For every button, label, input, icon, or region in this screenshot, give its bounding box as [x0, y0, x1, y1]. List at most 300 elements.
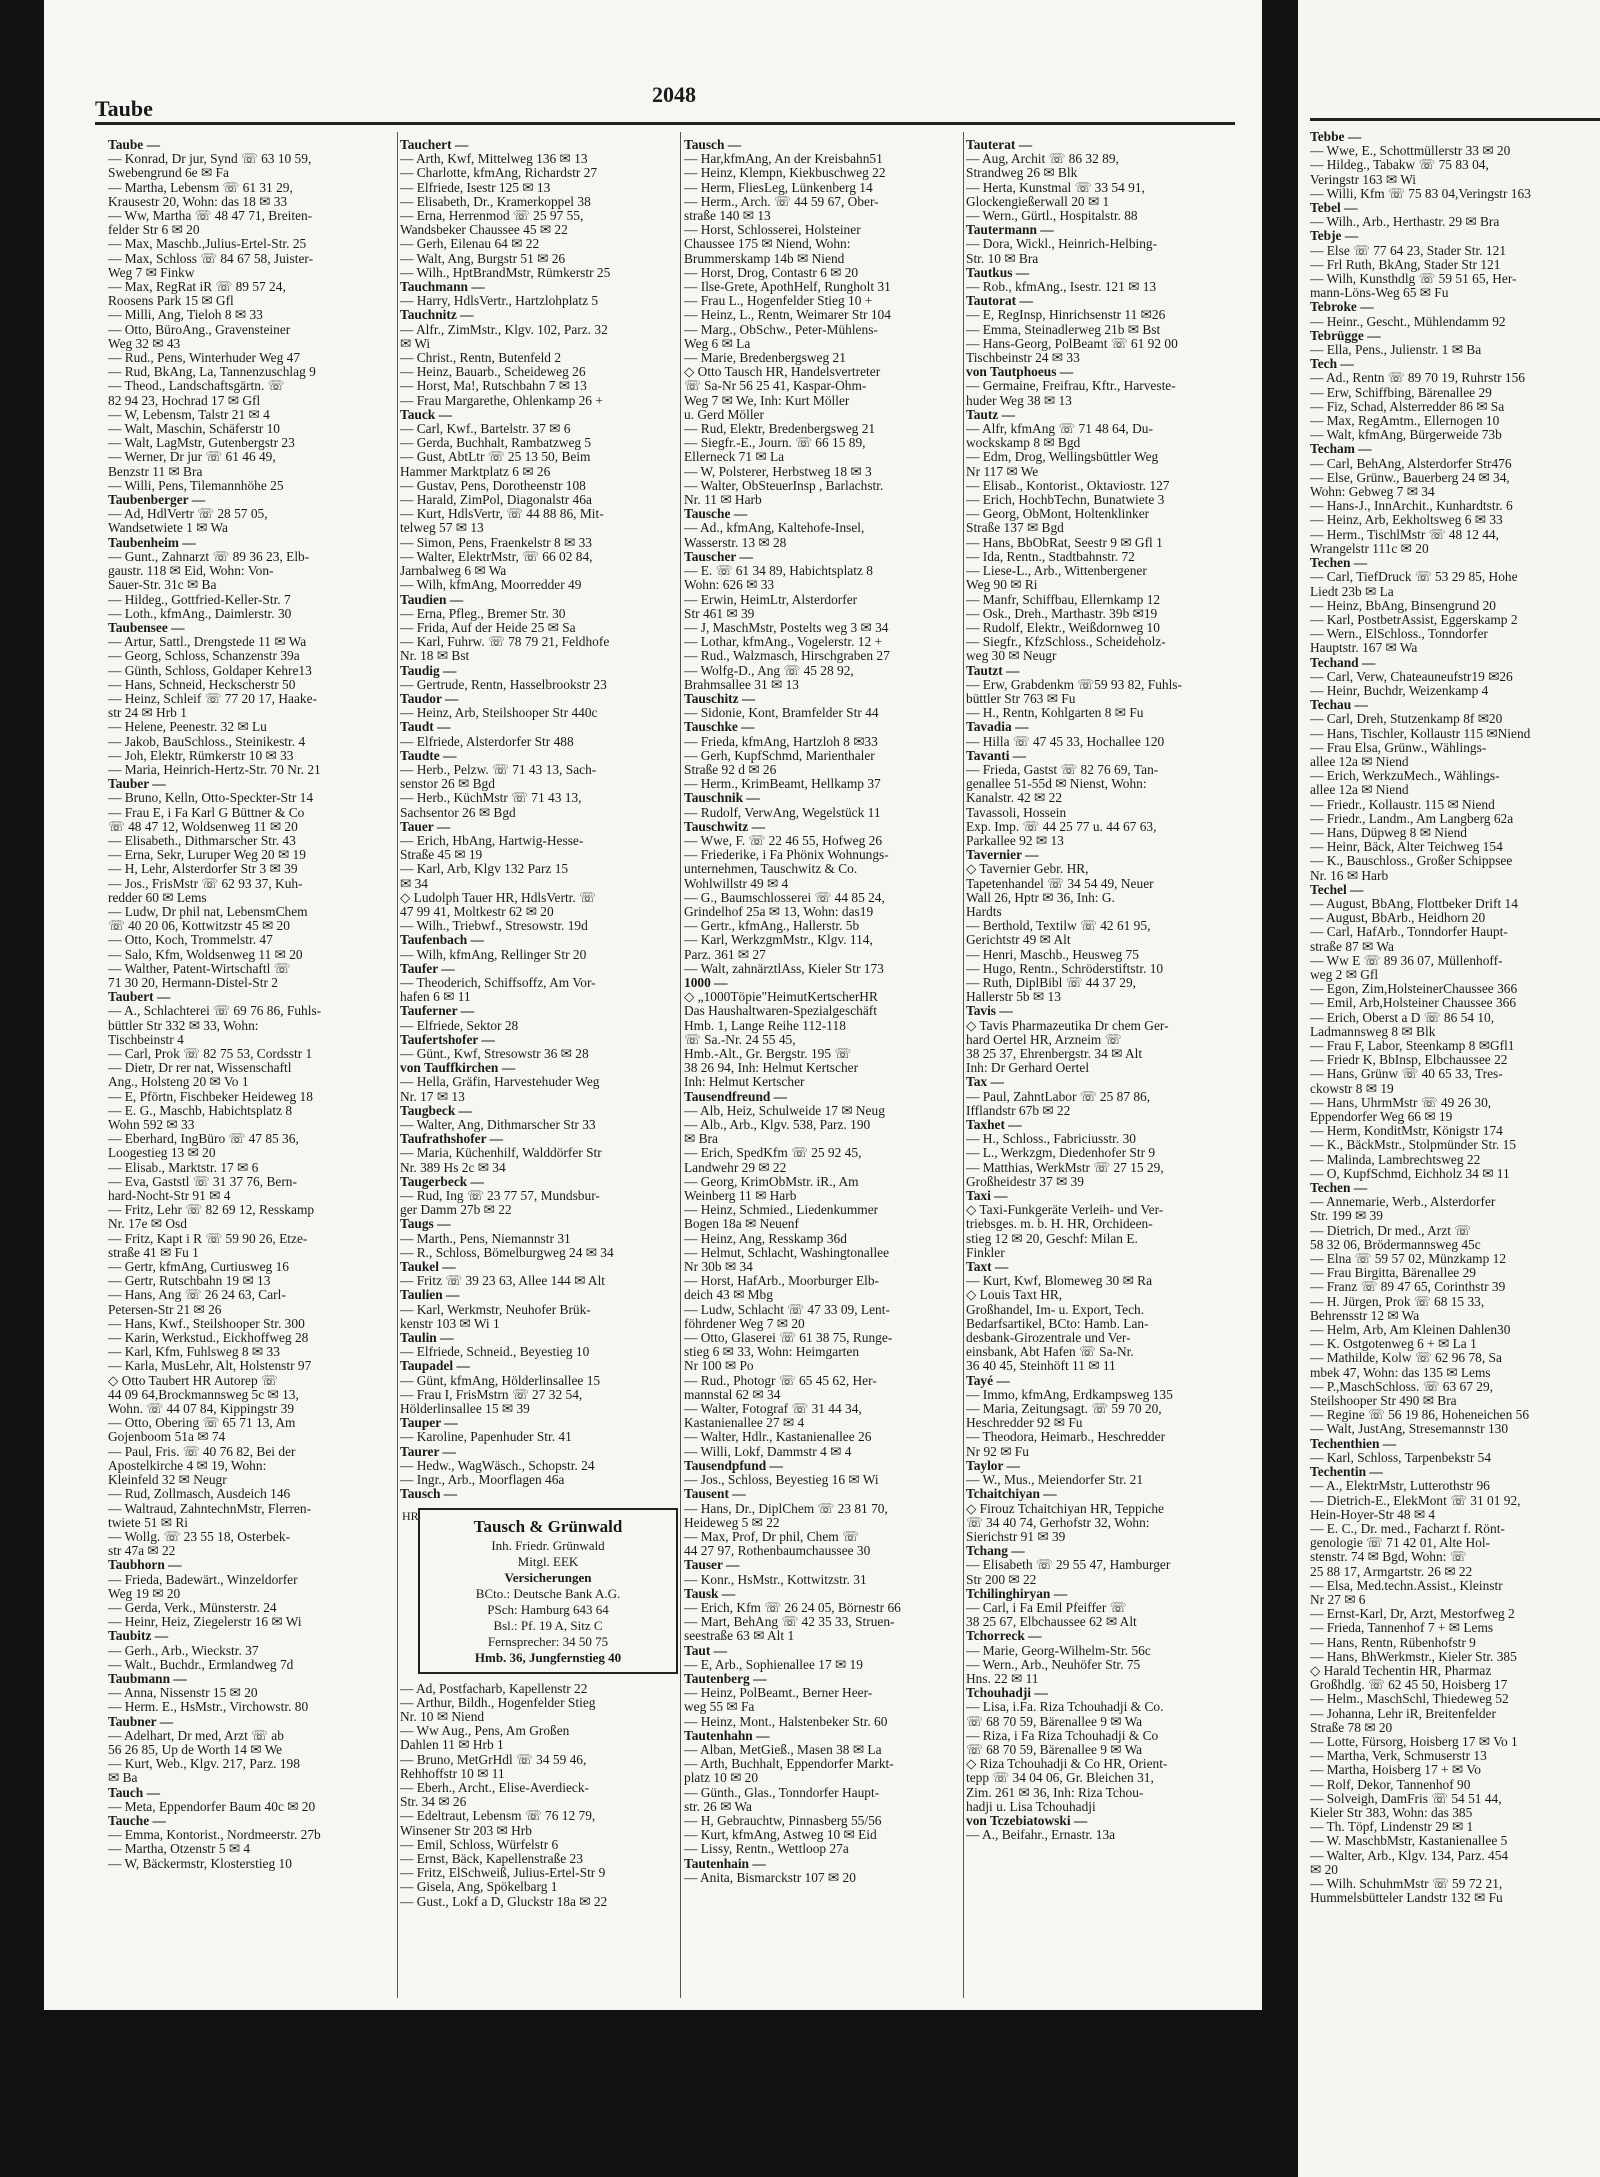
directory-entry: — Maria, Heinrich-Hertz-Str. 70 Nr. 21	[108, 762, 321, 777]
directory-entry: — R., Schloss, Bömelburgweg 24 ✉ 34	[400, 1245, 614, 1260]
directory-entry: — Walter, Hdlr., Kastanienallee 26	[684, 1430, 872, 1445]
directory-entry: — Meta, Eppendorfer Baum 40c ✉ 20	[108, 1799, 316, 1814]
directory-entry: Nr 27 ✉ 6	[1310, 1592, 1366, 1607]
directory-entry: — Dora, Wickl., Heinrich-Helbing-	[966, 237, 1158, 252]
directory-entry: — Kurt, Web., Klgv. 217, Parz. 198	[108, 1757, 300, 1772]
surname-heading: Tausch —	[684, 138, 742, 152]
directory-entry: — Dietr, Dr rer nat, Wissenschaftl	[108, 1061, 292, 1076]
header-rule	[95, 122, 1235, 125]
directory-entry: Straße 92 d ✉ 26	[684, 762, 777, 777]
directory-entry: — Siegfr., KfzSchloss., Scheideholz-	[966, 635, 1166, 650]
directory-entry: mann-Löns-Weg 65 ✉ Fu	[1310, 286, 1449, 301]
directory-entry: — Ad, HdlVertr ☏ 28 57 05,	[108, 507, 268, 522]
directory-entry: — Henri, Maschb., Heusweg 75	[966, 947, 1139, 962]
directory-entry: — Herm., KrimBeamt, Hellkamp 37	[684, 777, 881, 792]
directory-entry: Hardts	[966, 904, 1002, 919]
directory-entry: — Joh, Elektr, Rümkerstr 10 ✉ 33	[108, 748, 294, 763]
directory-entry: Chaussee 175 ✉ Niend, Wohn:	[684, 237, 851, 252]
surname-heading: Taufer —	[400, 961, 455, 976]
surname-heading: Taudig —	[400, 663, 457, 678]
directory-entry: — Herb., KüchMstr ☏ 71 43 13,	[400, 791, 582, 806]
surname-heading: Tavernier —	[966, 848, 1039, 863]
directory-entry: — Gertr, Rutschbahn 19 ✉ 13	[108, 1274, 271, 1289]
directory-entry: — Arthur, Bildh., Hogenfelder Stieg	[400, 1695, 596, 1710]
directory-entry: — Siegfr.-E., Journ. ☏ 66 15 89,	[684, 436, 866, 451]
directory-entry: ✉ 20	[1310, 1862, 1338, 1877]
directory-entry: — K., Bauschloss., Großer Schippsee	[1310, 854, 1513, 869]
directory-entry: — Georg, Schloss, Schanzenstr 39a	[108, 649, 300, 664]
surname-heading: Techen —	[1310, 1181, 1368, 1196]
directory-entry: — H., Rentn, Kohlgarten 8 ✉ Fu	[966, 706, 1144, 721]
directory-entry: Nr. 11 ✉ Harb	[684, 493, 762, 508]
directory-entry: — Gertr., kfmAng., Hallerstr. 5b	[684, 919, 860, 934]
directory-entry: ckowstr 8 ✉ 19	[1310, 1081, 1394, 1096]
directory-entry: — Ernst-Karl, Dr, Arzt, Mestorfweg 2	[1310, 1607, 1515, 1622]
directory-entry: Grindelhof 25a ✉ 13, Wohn: das19	[684, 904, 874, 919]
surname-heading: Tebel —	[1310, 201, 1358, 216]
directory-entry: str 24 ✉ Hrb 1	[108, 706, 187, 721]
ad-title: Tausch & Grünwald	[473, 1516, 623, 1536]
directory-entry: — Malinda, Lambrechtsweg 22	[1310, 1152, 1481, 1167]
surname-heading: Tchorreck —	[966, 1629, 1042, 1644]
directory-entry: — Frau F, Labor, Steenkamp 8 ✉Gfl1	[1310, 1039, 1515, 1053]
directory-column-2	[400, 138, 682, 1998]
directory-entry: — Gisela, Ang, Spökelbarg 1	[400, 1880, 558, 1895]
directory-entry: — Hildeg., Gottfried-Keller-Str. 7	[108, 592, 291, 607]
directory-entry: Eppendorfer Weg 66 ✉ 19	[1310, 1110, 1453, 1125]
directory-entry: Nr. 389 Hs 2c ✉ 34	[400, 1160, 506, 1175]
directory-entry: — Karoline, Papenhuder Str. 41	[400, 1430, 572, 1445]
directory-entry: Wohn: 626 ✉ 33	[684, 578, 775, 593]
directory-entry: — Osk., Dreh., Marthastr. 39b ✉19	[966, 606, 1158, 621]
directory-entry: — H, Gebrauchtw, Pinnasberg 55/56	[684, 1813, 882, 1828]
directory-entry: 36 40 45, Steinhöft 11 ✉ 11	[966, 1359, 1116, 1374]
directory-entry: — Georg, ObMont, Holtenklinker	[966, 507, 1150, 522]
directory-entry: — Herm, FliesLeg, Lünkenberg 14	[684, 180, 873, 195]
surname-heading: Taxhet —	[966, 1118, 1022, 1133]
directory-entry: — Erwin, HeimLtr, Alsterdorfer	[684, 592, 858, 607]
directory-entry: — Charlotte, kfmAng, Richardstr 27	[400, 166, 598, 181]
ad-tag: HR	[402, 1508, 419, 1523]
directory-entry: — Berthold, Textilw ☏ 42 61 95,	[966, 919, 1151, 934]
directory-entry: — Ww, Martha ☏ 48 47 71, Breiten-	[108, 209, 313, 224]
directory-entry: — Konrad, Dr jur, Synd ☏ 63 10 59,	[108, 152, 312, 167]
directory-entry: — Willi, Lokf, Dammstr 4 ✉ 4	[684, 1444, 852, 1459]
directory-entry: — Lothar, kfmAng., Vogelerstr. 12 +	[684, 635, 883, 650]
directory-entry: — Frida, Auf der Heide 25 ✉ Sa	[400, 620, 576, 635]
surname-heading: Techentin —	[1310, 1465, 1383, 1480]
directory-entry: büttler Str 763 ✉ Fu	[966, 691, 1076, 706]
directory-entry: ◇ Riza Tchouhadji & Co HR, Orient-	[966, 1757, 1168, 1772]
directory-entry: telweg 57 ✉ 13	[400, 521, 484, 536]
directory-entry: — Frau Margarethe, Ohlenkamp 26 +	[400, 393, 603, 408]
surname-heading: von Tautphoeus —	[966, 365, 1074, 380]
directory-entry: — Lisa, i.Fa. Riza Tchouhadji & Co.	[966, 1700, 1164, 1715]
directory-entry: Dahlen 11 ✉ Hrb 1	[400, 1738, 504, 1753]
directory-entry: — Carl, Prok ☏ 82 75 53, Cordsstr 1	[108, 1047, 313, 1061]
directory-entry: — Max, RegAmtm., Ellernogen 10	[1310, 414, 1500, 429]
directory-entry: — Max, RegRat iR ☏ 89 57 24,	[108, 280, 286, 295]
directory-entry: Bedarfsartikel, BCto: Hamb. Lan-	[966, 1316, 1149, 1331]
directory-entry: — Karla, MusLehr, Alt, Holstenstr 97	[108, 1359, 312, 1374]
directory-entry: Str. 34 ✉ 26	[400, 1795, 467, 1810]
directory-entry: — Walt, Ang, Burgstr 51 ✉ 26	[400, 251, 566, 266]
page-number: 2048	[652, 82, 696, 107]
surname-heading: von Tauffkirchen —	[400, 1061, 516, 1076]
directory-entry: — Elsa, Med.techn.Assist., Kleinstr	[1310, 1578, 1503, 1593]
directory-entry: — Ludw, Schlacht ☏ 47 33 09, Lent-	[684, 1302, 890, 1317]
directory-entry: — Gerda, Buchhalt, Rambatzweg 5	[400, 436, 592, 451]
directory-entry: — Anna, Nissenstr 15 ✉ 20	[108, 1686, 258, 1701]
directory-entry: — Bruno, Kelln, Otto-Speckter-Str 14	[108, 791, 314, 806]
directory-entry: straße 41 ✉ Fu 1	[108, 1245, 199, 1260]
directory-entry: 71 30 20, Hermann-Distel-Str 2	[108, 975, 278, 990]
directory-entry: — Hans-Georg, PolBeamt ☏ 61 92 00	[966, 336, 1178, 351]
directory-entry: 38 25 37, Ehrenbergstr. 34 ✉ Alt	[966, 1047, 1143, 1061]
ad-line: BCto.: Deutsche Bank A.G.	[475, 1585, 621, 1601]
directory-entry: Nr 117 ✉ We	[966, 464, 1039, 479]
directory-entry: — Herm., Arch. ☏ 44 59 67, Ober-	[684, 194, 879, 209]
directory-entry: ◇ Otto Taubert HR Autorep ☏	[108, 1373, 278, 1388]
directory-entry: — Heinz, BbAng, Binsengrund 20	[1310, 598, 1496, 613]
directory-entry: — Heinz, Mont., Halstenbeker Str. 60	[684, 1714, 888, 1729]
surname-heading: Taukel —	[400, 1260, 456, 1275]
directory-entry: — Max, Schloss ☏ 84 67 58, Juister-	[108, 251, 314, 266]
directory-entry: Liedt 23b ✉ La	[1310, 584, 1394, 599]
directory-entry: — Max, Prof, Dr phil, Chem ☏	[684, 1529, 859, 1544]
directory-entry: — Karin, Werkstud., Eickhoffweg 28	[108, 1331, 309, 1346]
directory-entry: — Jos., Schloss, Beyestieg 16 ✉ Wi	[684, 1473, 879, 1488]
directory-entry: — Fritz, Kapt i R ☏ 59 90 26, Etze-	[108, 1231, 308, 1246]
directory-entry: hadji u. Lisa Tchouhadji	[966, 1799, 1096, 1814]
directory-entry: Bogen 18a ✉ Neuenf	[684, 1217, 799, 1232]
directory-entry: — Edm, Drog, Wellingsbüttler Weg	[966, 450, 1159, 465]
running-head-word: Taube	[95, 96, 153, 121]
directory-entry: weg 55 ✉ Fa	[684, 1700, 755, 1715]
directory-entry: — Hildeg., Tabakw ☏ 75 83 04,	[1310, 158, 1489, 173]
directory-entry: ☏ 40 20 06, Kottwitzstr 45 ✉ 20	[108, 919, 290, 934]
directory-entry: Petersen-Str 21 ✉ 26	[108, 1302, 222, 1317]
directory-entry: — W., Mus., Meiendorfer Str. 21	[966, 1473, 1144, 1488]
directory-entry: — Rud, Zollmasch, Ausdeich 146	[108, 1487, 291, 1502]
directory-entry: — G., Baumschlosserei ☏ 44 85 24,	[684, 890, 885, 905]
directory-entry: Glockengießerwall 20 ✉ 1	[966, 194, 1110, 209]
directory-entry: — Karl, PostbetrAssist, Eggerskamp 2	[1310, 612, 1518, 627]
directory-entry: — Erw, Schiffbing, Bärenallee 29	[1310, 385, 1492, 400]
directory-entry: stieg 6 ✉ 33, Wohn: Heimgarten	[684, 1345, 860, 1360]
directory-entry: Tavassoli, Hossein	[966, 805, 1067, 820]
directory-entry: — Walt, zahnärztlAss, Kieler Str 173	[684, 961, 884, 976]
surname-heading: Tauschwitz —	[684, 819, 765, 834]
directory-entry: — Walter, Fotograf ☏ 31 44 34,	[684, 1402, 862, 1417]
directory-entry: — Hans, Schneid, Heckscherstr 50	[108, 677, 296, 692]
directory-entry: — Eberh., Archt., Elise-Averdieck-	[400, 1780, 590, 1795]
directory-entry: — Erich, HochbTechn, Bunatwiete 3	[966, 493, 1165, 508]
directory-entry: — Heinz, Arb, Eekholtsweg 6 ✉ 33	[1310, 513, 1503, 528]
directory-entry: allee 12a ✉ Niend	[1310, 754, 1409, 769]
directory-entry: — Erich, WerkzuMech., Wählings-	[1310, 769, 1500, 784]
directory-entry: — Ida, Rentn., Stadtbahnstr. 72	[966, 549, 1135, 564]
directory-column-3	[684, 138, 966, 1998]
directory-entry: — Hedw., WagWäsch., Schopstr. 24	[400, 1458, 595, 1473]
surname-heading: Taulin —	[400, 1331, 454, 1346]
directory-entry: 25 88 17, Armgartstr. 26 ✉ 22	[1310, 1564, 1473, 1579]
directory-entry: — Maria, Küchenhilf, Walddörfer Str	[400, 1146, 602, 1161]
directory-entry: — Martha, Lebensm ☏ 61 31 29,	[108, 180, 293, 195]
directory-entry: — Christ., Rentn, Butenfeld 2	[400, 351, 562, 366]
directory-entry: — Friederike, i Fa Phönix Wohnungs-	[684, 848, 889, 863]
scan-border-left	[0, 0, 44, 2010]
directory-entry: — Franz ☏ 89 47 65, Corinthstr 39	[1310, 1280, 1506, 1295]
directory-entry: Kleinfeld 32 ✉ Neugr	[108, 1473, 227, 1488]
directory-entry: genallee 51-55d ✉ Nienst, Wohn:	[966, 777, 1147, 792]
directory-entry: — Karl, WerkzgmMstr., Klgv. 114,	[684, 933, 873, 948]
directory-entry: — Maria, Zeitungsagt. ☏ 59 70 20,	[966, 1402, 1162, 1417]
directory-entry: — Heinz, PolBeamt., Berner Heer-	[684, 1686, 873, 1701]
directory-entry: Straße 78 ✉ 20	[1310, 1720, 1393, 1735]
directory-entry: Wrangelstr 111c ✉ 20	[1310, 541, 1429, 556]
directory-entry: — Erna, Pfleg., Bremer Str. 30	[400, 606, 566, 621]
surname-heading: Tayé —	[966, 1373, 1010, 1388]
surname-heading: Taugerbeck —	[400, 1174, 484, 1189]
directory-entry: mbek 47, Wohn: das 135 ✉ Lems	[1310, 1365, 1491, 1380]
directory-entry: — Frieda, Gastst ☏ 82 76 69, Tan-	[966, 762, 1159, 777]
directory-entry: — Karl, Werkmstr, Neuhofer Brük-	[400, 1302, 591, 1317]
directory-entry: — Helm, Arb, Am Kleinen Dahlen30	[1310, 1323, 1511, 1338]
directory-entry: gaustr. 118 ✉ Eid, Wohn: Von-	[108, 564, 274, 579]
directory-entry: 44 09 64,Brockmannsweg 5c ✉ 13,	[108, 1387, 299, 1402]
directory-entry: — Rudolf, VerwAng, Wegelstück 11	[684, 805, 881, 820]
ad-line: Mitgl. EEK	[517, 1553, 579, 1569]
directory-entry: — Mart, BehAng ☏ 42 35 33, Struen-	[684, 1615, 895, 1630]
directory-entry: Str 461 ✉ 39	[684, 606, 755, 621]
directory-entry: — Otto, Obering ☏ 65 71 13, Am	[108, 1416, 296, 1431]
surname-heading: Taufrathshofer —	[400, 1132, 504, 1147]
directory-entry: — Horst, Drog, Contastr 6 ✉ 20	[684, 265, 859, 280]
directory-entry: — Walt., Buchdr., Ermlandweg 7d	[108, 1657, 294, 1672]
directory-entry: genologie ☏ 71 42 01, Alte Hol-	[1310, 1536, 1491, 1551]
directory-entry: — Heinz, Schleif ☏ 77 20 17, Haake-	[108, 691, 317, 706]
directory-entry: Kieler Str 383, Wohn: das 385	[1310, 1805, 1473, 1820]
directory-entry: — Hans, Grünw ☏ 40 65 33, Tres-	[1310, 1067, 1503, 1082]
directory-entry: — Annemarie, Werb., Alsterdorfer	[1310, 1195, 1496, 1210]
directory-entry: — W, Bäckermstr, Klosterstieg 10	[108, 1856, 292, 1871]
directory-entry: — Hilla ☏ 47 45 33, Hochallee 120	[966, 734, 1165, 749]
surname-heading: Taylor —	[966, 1458, 1020, 1473]
directory-entry: Hummelsbütteler Landstr 132 ✉ Fu	[1310, 1891, 1503, 1906]
directory-entry: — Heinz, Schmied., Liedenkummer	[684, 1203, 879, 1218]
directory-entry: — Gustav, Pens, Dorotheenstr 108	[400, 478, 586, 493]
directory-entry: Heideweg 5 ✉ 22	[684, 1515, 780, 1530]
surname-heading: Taufenbach —	[400, 933, 484, 948]
directory-entry: — Frau I, FrisMstrn ☏ 27 32 54,	[400, 1387, 583, 1402]
directory-entry: — E. G., Maschb, Habichtsplatz 8	[108, 1103, 293, 1118]
directory-entry: — Johanna, Lehr iR, Breitenfelder	[1310, 1706, 1496, 1721]
directory-entry: mannstal 62 ✉ 34	[684, 1387, 781, 1402]
surname-heading: Tauck —	[400, 407, 452, 422]
directory-entry: — Wilh., Triebwf., Stresowstr. 19d	[400, 919, 588, 934]
directory-entry: — K. Ostgotenweg 6 + ✉ La 1	[1310, 1337, 1477, 1352]
directory-entry: — J, MaschMstr, Postelts weg 3 ✉ 34	[684, 620, 889, 635]
directory-entry: — Elisabeth, Dr., Kramerkoppel 38	[400, 194, 591, 209]
directory-entry: Sauer-Str. 31c ✉ Ba	[108, 578, 217, 593]
directory-entry: huder Weg 38 ✉ 13	[966, 393, 1072, 408]
directory-entry: — Wern., Gürtl., Hospitalstr. 88	[966, 209, 1138, 224]
surname-heading: Tavadia —	[966, 720, 1029, 735]
directory-entry: — Herb., Pelzw. ☏ 71 43 13, Sach-	[400, 762, 597, 777]
directory-entry: Loogestieg 13 ✉ 20	[108, 1146, 216, 1161]
surname-heading: Taubmann —	[108, 1671, 187, 1686]
surname-heading: Tchang —	[966, 1544, 1025, 1559]
directory-entry: Weg 6 ✉ La	[684, 336, 751, 351]
directory-entry: Nr. 18 ✉ Bst	[400, 649, 470, 664]
surname-heading: Tausendfreund —	[684, 1089, 788, 1104]
surname-heading: Taxt —	[966, 1260, 1009, 1275]
surname-heading: Taubenberger —	[108, 493, 206, 508]
directory-entry: Hauptstr. 167 ✉ Wa	[1310, 641, 1418, 656]
directory-entry: Ellerneck 71 ✉ La	[684, 450, 785, 465]
directory-entry: — Carl, Dreh, Stutzenkamp 8f ✉20	[1310, 712, 1503, 727]
directory-entry: Inh: Dr Gerhard Oertel	[966, 1061, 1090, 1076]
directory-entry: — Else ☏ 77 64 23, Stader Str. 121	[1310, 243, 1507, 258]
surname-heading: Techam —	[1310, 442, 1372, 457]
surname-heading: Tebbe —	[1310, 130, 1362, 144]
directory-entry: — Helm., MaschSchl, Thiedeweg 52	[1310, 1692, 1509, 1707]
surname-heading: Taudien —	[400, 592, 464, 607]
directory-entry: stieg 12 ✉ 20, Geschf: Milan E.	[966, 1231, 1138, 1246]
directory-entry: — Carl, i Fa Emil Pfeiffer ☏	[966, 1600, 1127, 1615]
directory-entry: 38 26 94, Inh: Helmut Kertscher	[684, 1061, 859, 1076]
directory-entry: Wohn: Gebweg 7 ✉ 34	[1310, 485, 1435, 500]
surname-heading: Tavanti —	[966, 748, 1027, 763]
directory-entry: — E, Pförtn, Fischbeker Heideweg 18	[108, 1089, 313, 1104]
surname-heading: Tauchmann —	[400, 280, 485, 295]
directory-entry: — Horst, HafArb., Moorburger Elb-	[684, 1274, 879, 1289]
directory-entry: — Fritz, ElSchweiß, Julius-Ertel-Str 9	[400, 1866, 606, 1881]
directory-entry: — Wilh. SchuhmMstr ☏ 59 72 21,	[1310, 1876, 1503, 1891]
directory-entry: Hns. 22 ✉ 11	[966, 1671, 1039, 1686]
directory-entry: büttler Str 332 ✉ 33, Wohn:	[108, 1018, 259, 1033]
directory-entry: — Emma, Kontorist., Nordmeerstr. 27b	[108, 1828, 321, 1843]
directory-entry: ✉ Bra	[684, 1132, 718, 1147]
directory-entry: Großhandel, Im- u. Export, Tech.	[966, 1302, 1145, 1317]
directory-entry: — Manfr, Schiffbau, Ellernkamp 12	[966, 592, 1161, 607]
directory-entry: — Heinr., Gescht., Mühlendamm 92	[1310, 314, 1506, 329]
directory-entry: ☏ 34 40 74, Gerhofstr 32, Wohn:	[966, 1515, 1150, 1530]
directory-entry: — Elisab., Kontorist., Oktaviostr. 127	[966, 478, 1170, 493]
directory-entry: ✉ Wi	[400, 336, 431, 351]
directory-entry: Wasserstr. 13 ✉ 28	[684, 535, 787, 550]
directory-entry: — Martha, Hoisberg 17 + ✉ Vo	[1310, 1763, 1481, 1778]
directory-entry: Nr. 16 ✉ Harb	[1310, 868, 1389, 883]
directory-entry: — Horst, Schlosserei, Holsteiner	[684, 223, 861, 238]
surname-heading: 1000 —	[684, 975, 728, 990]
directory-entry: — Rud., Pens, Winterhuder Weg 47	[108, 351, 301, 366]
directory-entry: Weg 7 ✉ We, Inh: Kurt Möller	[684, 393, 850, 408]
directory-entry: — Kurt, kfmAng, Astweg 10 ✉ Eid	[684, 1828, 877, 1843]
directory-entry: — Regine ☏ 56 19 86, Hoheneichen 56	[1310, 1408, 1530, 1423]
directory-entry: Parz. 361 ✉ 27	[684, 947, 766, 962]
directory-entry: — Gertr, kfmAng, Curtiusweg 16	[108, 1260, 289, 1275]
directory-entry: Wall 26, Hptr ✉ 36, Inh: G.	[966, 890, 1115, 905]
directory-entry: — Ella, Pens., Julienstr. 1 ✉ Ba	[1310, 343, 1482, 358]
directory-entry: — Elisabeth ☏ 29 55 47, Hamburger	[966, 1558, 1171, 1573]
directory-entry: — Adelhart, Dr med, Arzt ☏ ab	[108, 1728, 284, 1743]
surname-heading: Tchouhadji —	[966, 1686, 1048, 1701]
directory-entry: — Heinr, Heiz, Ziegelerstr 16 ✉ Wi	[108, 1615, 302, 1630]
directory-entry: — Gunt., Zahnarzt ☏ 89 36 23, Elb-	[108, 549, 310, 564]
directory-entry: Wohn. ☏ 44 07 84, Kippingstr 39	[108, 1402, 295, 1417]
surname-heading: Taubhorn —	[108, 1558, 182, 1573]
directory-entry: — Werner, Dr jur ☏ 61 46 49,	[108, 450, 276, 465]
directory-entry: — W. MaschbMstr, Kastanienallee 5	[1310, 1834, 1508, 1849]
directory-entry: — Wilh, kfmAng, Moorredder 49	[400, 578, 582, 593]
directory-entry: Weg 32 ✉ 43	[108, 336, 181, 351]
directory-entry: — Harry, HdlsVertr., Hartzlohplatz 5	[400, 294, 599, 309]
directory-entry: Roosens Park 15 ✉ Gfl	[108, 294, 234, 309]
directory-column-4	[966, 138, 1248, 1998]
directory-entry: — Walt, Maschin, Schäferstr 10	[108, 422, 280, 437]
directory-entry: — Wilh, kfmAng, Rellinger Str 20	[400, 947, 587, 962]
directory-entry: — Heinz, L., Rentn, Weimarer Str 104	[684, 308, 891, 323]
surname-heading: Taudor —	[400, 691, 459, 706]
surname-heading: Tauch —	[108, 1785, 160, 1800]
directory-entry: — E. ☏ 61 34 89, Habichtsplatz 8	[684, 564, 873, 579]
directory-entry: — L., Werkzgm, Diedenhofer Str 9	[966, 1146, 1156, 1161]
directory-entry: — Kurt, HdlsVertr, ☏ 44 88 86, Mit-	[400, 507, 604, 522]
directory-entry: Behrensstr 12 ✉ Wa	[1310, 1308, 1420, 1323]
directory-entry: — Fiz, Schad, Alsterredder 86 ✉ Sa	[1310, 399, 1505, 414]
directory-entry: — Gust, AbtLtr ☏ 25 13 50, Beim	[400, 450, 591, 465]
directory-entry: — Hans-J., InnArchit., Kunhardtstr. 6	[1310, 499, 1513, 514]
directory-entry: — Ww E ☏ 89 36 07, Müllenhoff-	[1310, 953, 1503, 968]
directory-entry: — Bruno, MetGrHdl ☏ 34 59 46,	[400, 1752, 587, 1767]
directory-entry: u. Gerd Möller	[684, 407, 764, 422]
surname-heading: Taubenheim —	[108, 535, 196, 550]
directory-entry: Landwehr 29 ✉ 22	[684, 1160, 787, 1175]
directory-entry: — Emil, Schloss, Würfelstr 6	[400, 1837, 559, 1852]
directory-entry: Brahmsallee 31 ✉ 13	[684, 677, 799, 692]
directory-entry: — Sidonie, Kont, Bramfelder Str 44	[684, 706, 879, 721]
directory-entry: — Dietrich-E., ElekMont ☏ 31 01 92,	[1310, 1493, 1521, 1508]
surname-heading: Tauferner —	[400, 1004, 475, 1019]
directory-entry: Str 200 ✉ 22	[966, 1572, 1037, 1587]
directory-entry: — Herm, KonditMstr, Königstr 174	[1310, 1124, 1503, 1139]
directory-entry: — Elfriede, Alsterdorfer Str 488	[400, 734, 574, 749]
directory-entry: ✉ Ba	[108, 1771, 138, 1786]
directory-entry: — Arth, Buchhalt, Eppendorfer Markt-	[684, 1757, 894, 1772]
directory-entry: Sachsentor 26 ✉ Bgd	[400, 805, 516, 820]
surname-heading: Tebrügge —	[1310, 328, 1381, 343]
surname-heading: Tausch —	[400, 1487, 458, 1502]
directory-entry: — Alb., Arb., Klgv. 538, Parz. 190	[684, 1118, 871, 1133]
directory-entry: Weg 90 ✉ Ri	[966, 578, 1038, 593]
surname-heading: Tautzt —	[966, 663, 1020, 678]
directory-entry: — Otto, Glaserei ☏ 61 38 75, Runge-	[684, 1331, 893, 1346]
adjacent-page-column	[1310, 130, 1600, 2130]
directory-entry: — Erna, Sekr, Luruper Weg 20 ✉ 19	[108, 848, 306, 863]
directory-entry: Hammer Marktplatz 6 ✉ 26	[400, 464, 551, 479]
directory-entry: — Erna, Herrenmod ☏ 25 97 55,	[400, 209, 584, 224]
directory-entry: — Heinr, Buchdr, Weizenkamp 4	[1310, 683, 1489, 698]
directory-entry: — Gerda, Verk., Münsterstr. 24	[108, 1600, 277, 1615]
directory-entry: — Arth, Kwf, Mittelweg 136 ✉ 13	[400, 152, 588, 167]
directory-entry: Tapetenhandel ☏ 34 54 49, Neuer	[966, 876, 1154, 891]
directory-entry: — Rud, Ing ☏ 23 77 57, Mundsbur-	[400, 1189, 600, 1204]
directory-entry: — Helmut, Schlacht, Washingtonallee	[684, 1245, 890, 1260]
ad-line: PSch: Hamburg 643 64	[487, 1601, 609, 1617]
directory-entry: — Eberhard, IngBüro ☏ 47 85 36,	[108, 1132, 299, 1147]
